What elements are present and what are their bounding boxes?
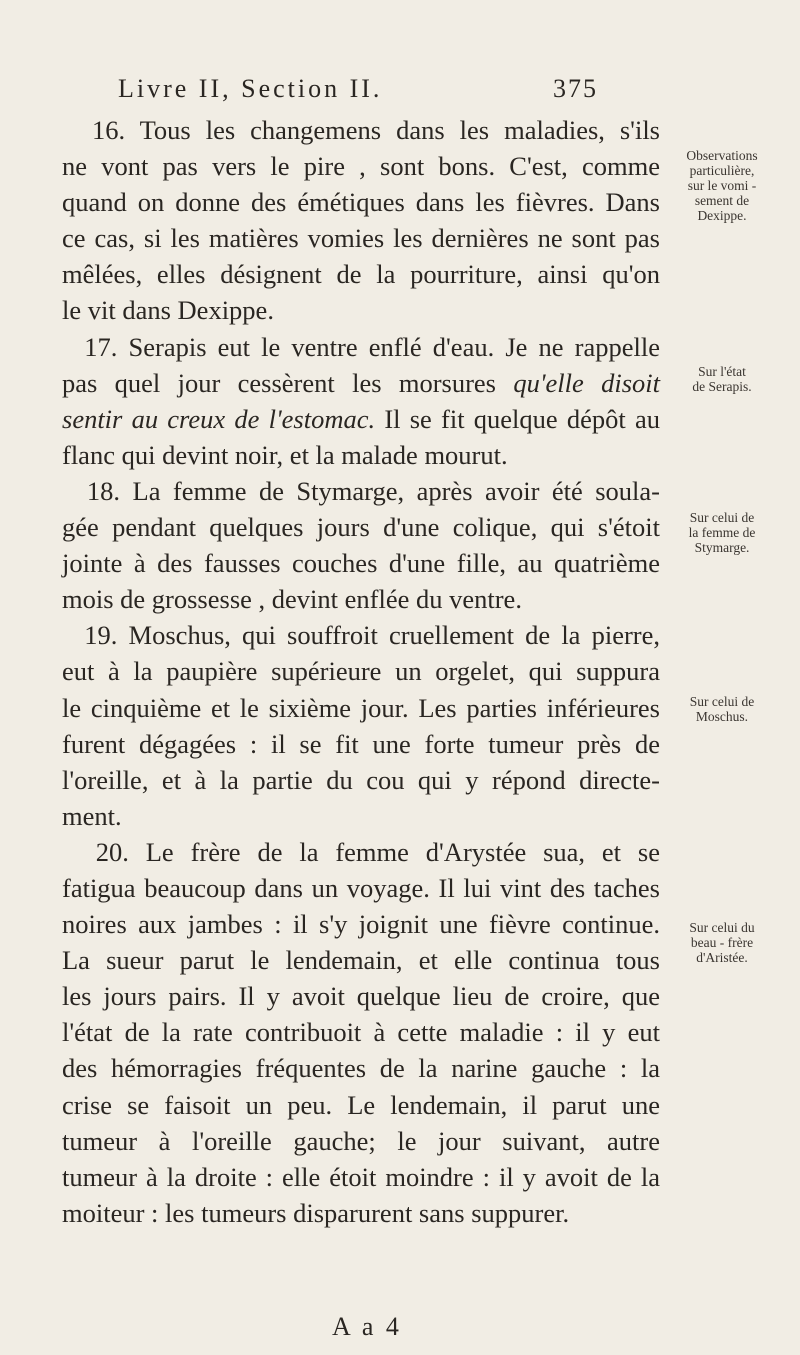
margin-line: de Serapis. [692, 379, 752, 394]
text-line: le vit dans Dexippe. [62, 295, 274, 326]
text-line: 16. Tous les changemens dans les maladies, s'ils [62, 115, 660, 145]
margin-line: d'Aristée. [696, 950, 748, 965]
text-line: moiteur : les tumeurs disparurent sans suppurer. [62, 1197, 570, 1228]
margin-note-moschus [662, 694, 782, 724]
paragraph-18 [62, 473, 660, 617]
text-line: mêlées, elles désignent de la pourriture, ainsi qu'on [62, 259, 660, 290]
margin-line: Sur celui du [689, 920, 755, 935]
text-line: des hémorragies fréquentes de la narine gauche : la [62, 1053, 660, 1084]
text-line: noires aux jambes : il s'y joignit une fièvre continue. [62, 909, 660, 940]
paragraph-17 [62, 329, 660, 473]
paragraph-20 [62, 834, 660, 1231]
paragraph-16 [62, 112, 660, 329]
text-line: jointe à des fausses couches d'une fille, au quatrième [62, 548, 660, 579]
margin-line: Dexippe. [697, 208, 747, 223]
margin-line: Sur l'état [698, 364, 746, 379]
running-header [118, 74, 598, 104]
text-line: l'oreille, et à la partie du cou qui y répond directe- [62, 764, 660, 795]
text-line: les jours pairs. Il y avoit quelque lieu de croire, que [62, 981, 660, 1012]
text-line: mois de grossesse , devint enflée du ventre. [62, 584, 522, 615]
text-line: 19. Moschus, qui souffroit cruellement de la pierre, [62, 620, 660, 651]
margin-note-dexippe [662, 148, 782, 223]
text-line: l'état de la rate contribuoit à cette maladie : il y eut [62, 1017, 660, 1048]
text-line: crise se faisoit un peu. Le lendemain, il parut une [62, 1089, 660, 1120]
margin-line: Observations [686, 148, 758, 163]
text-line: quand on donne des émétiques dans les fièvres. Dans [62, 187, 660, 218]
page-number: 375 [553, 74, 598, 103]
margin-note-serapis [662, 364, 782, 394]
text-fragment: Il se fit quelque dépôt au [375, 403, 660, 434]
text-line: fatigua beaucoup dans un voyage. Il lui vint des taches [62, 872, 660, 903]
margin-line: Sur celui de [689, 510, 755, 525]
text-line: furent dégagées : il se fit une forte tumeur près de [62, 728, 660, 759]
margin-line: sement de [694, 193, 750, 208]
margin-line: Stymarge. [694, 540, 750, 555]
text-line: ment. [62, 800, 122, 831]
text-line: tumeur à l'oreille gauche; le jour suivant, autre [62, 1125, 660, 1156]
text-line: tumeur à la droite : elle étoit moindre : il y avoit de la [62, 1161, 660, 1192]
text-line: 18. La femme de Stymarge, après avoir été soula- [62, 475, 660, 506]
text-line [62, 401, 660, 437]
text-line: ce cas, si les matières vomies les dernières ne sont pas [62, 223, 660, 254]
text-line: eut à la paupière supérieure un orgelet, qui suppura [62, 656, 660, 687]
signature-mark: A a 4 [332, 1312, 402, 1341]
italic-quote: sentir au creux de l'estomac. [62, 403, 376, 434]
text-line: flanc qui devint noir, et la malade mourut. [62, 439, 508, 470]
paragraph-19 [62, 617, 660, 834]
text-line: 20. Le frère de la femme d'Arystée sua, et se [62, 836, 660, 867]
margin-line: la femme de [688, 525, 756, 540]
margin-line: particulière, [689, 163, 755, 178]
margin-line: sur le vomi - [687, 178, 757, 193]
text-line: 17. Serapis eut le ventre enflé d'eau. Je ne rappelle [62, 331, 660, 362]
margin-line: Moschus. [695, 709, 749, 724]
text-line: gée pendant quelques jours d'une colique, qui s'étoit [62, 512, 660, 543]
italic-quote: qu'elle disoit [513, 367, 660, 398]
text-line: ne vont pas vers le pire , sont bons. C'est, comme [62, 151, 660, 182]
main-text [62, 112, 660, 1231]
text-fragment: pas quel jour cessèrent les morsures [62, 367, 514, 398]
margin-line: Sur celui de [689, 694, 755, 709]
margin-note-aristee [662, 920, 782, 965]
running-title: Livre II, Section II. [118, 74, 383, 103]
text-line: le cinquième et le sixième jour. Les parties inférieures [62, 692, 660, 723]
margin-note-stymarge [662, 510, 782, 555]
text-line: La sueur parut le lendemain, et elle continua tous [62, 945, 660, 976]
text-line [62, 365, 660, 401]
margin-line: beau - frère [690, 935, 754, 950]
